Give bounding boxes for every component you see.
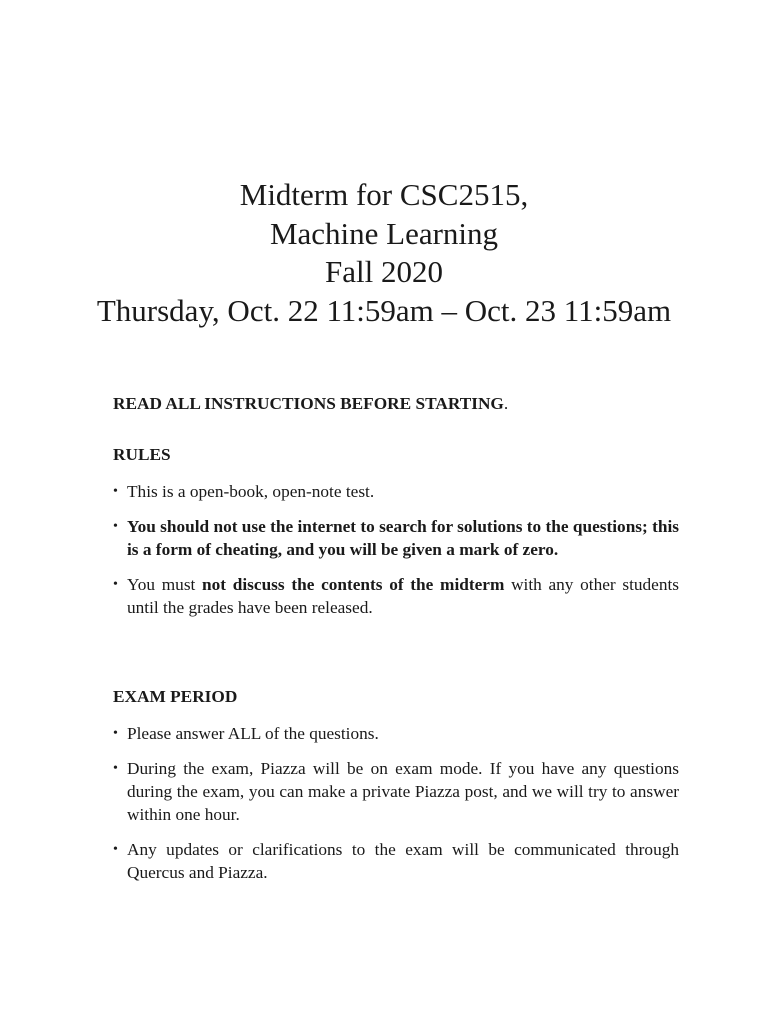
exam-period-section: [113, 722, 679, 896]
title-course: Midterm for CSC2515,: [239, 177, 529, 212]
rule-text: This is a open-book, open-note test.: [127, 482, 375, 501]
instructions-period: .: [503, 394, 509, 413]
list-item: [113, 722, 679, 745]
list-item: [113, 838, 679, 884]
exam-text: During the exam, Piazza will be on exam mode. If you have any questions during the exam, you can make a private Piazza post, and we will try to answer within one hour.: [127, 759, 679, 824]
exam-period-list: [113, 722, 679, 884]
bullet-icon: •: [113, 842, 118, 857]
list-item: [113, 757, 679, 826]
rule-text-bold: not discuss the contents of the midterm: [202, 575, 505, 594]
list-item: [113, 480, 679, 503]
rules-heading: RULES: [113, 445, 171, 464]
bullet-icon: •: [113, 484, 118, 499]
exam-text: Please answer ALL of the questions.: [127, 724, 379, 743]
title-dates: Thursday, Oct. 22 11:59am – Oct. 23 11:59am: [96, 292, 672, 328]
document-title: [0, 176, 768, 330]
exam-text: Any updates or clarifications to the exam will be communicated through Quercus and Piazza.: [127, 840, 679, 882]
list-item: [113, 573, 679, 619]
rules-section: [113, 480, 679, 631]
rule-text-post: with any other students until the grades have been released.: [127, 575, 679, 617]
bullet-icon: •: [113, 577, 118, 592]
bullet-icon: •: [113, 519, 118, 534]
list-item: [113, 515, 679, 561]
title-term: Fall 2020: [325, 254, 443, 289]
title-subject: Machine Learning: [269, 215, 499, 251]
rule-text: You should not use the internet to search for solutions to the questions; this is a form of cheating, and you will be given a mark of zero.: [127, 517, 679, 559]
bullet-icon: •: [113, 761, 118, 776]
bullet-icon: •: [113, 726, 118, 741]
instructions-text: READ ALL INSTRUCTIONS BEFORE STARTING: [113, 394, 504, 413]
instructions-notice: [113, 392, 679, 415]
rules-list: [113, 480, 679, 619]
exam-period-heading: EXAM PERIOD: [113, 687, 238, 706]
rule-text-pre: You must: [127, 575, 203, 594]
